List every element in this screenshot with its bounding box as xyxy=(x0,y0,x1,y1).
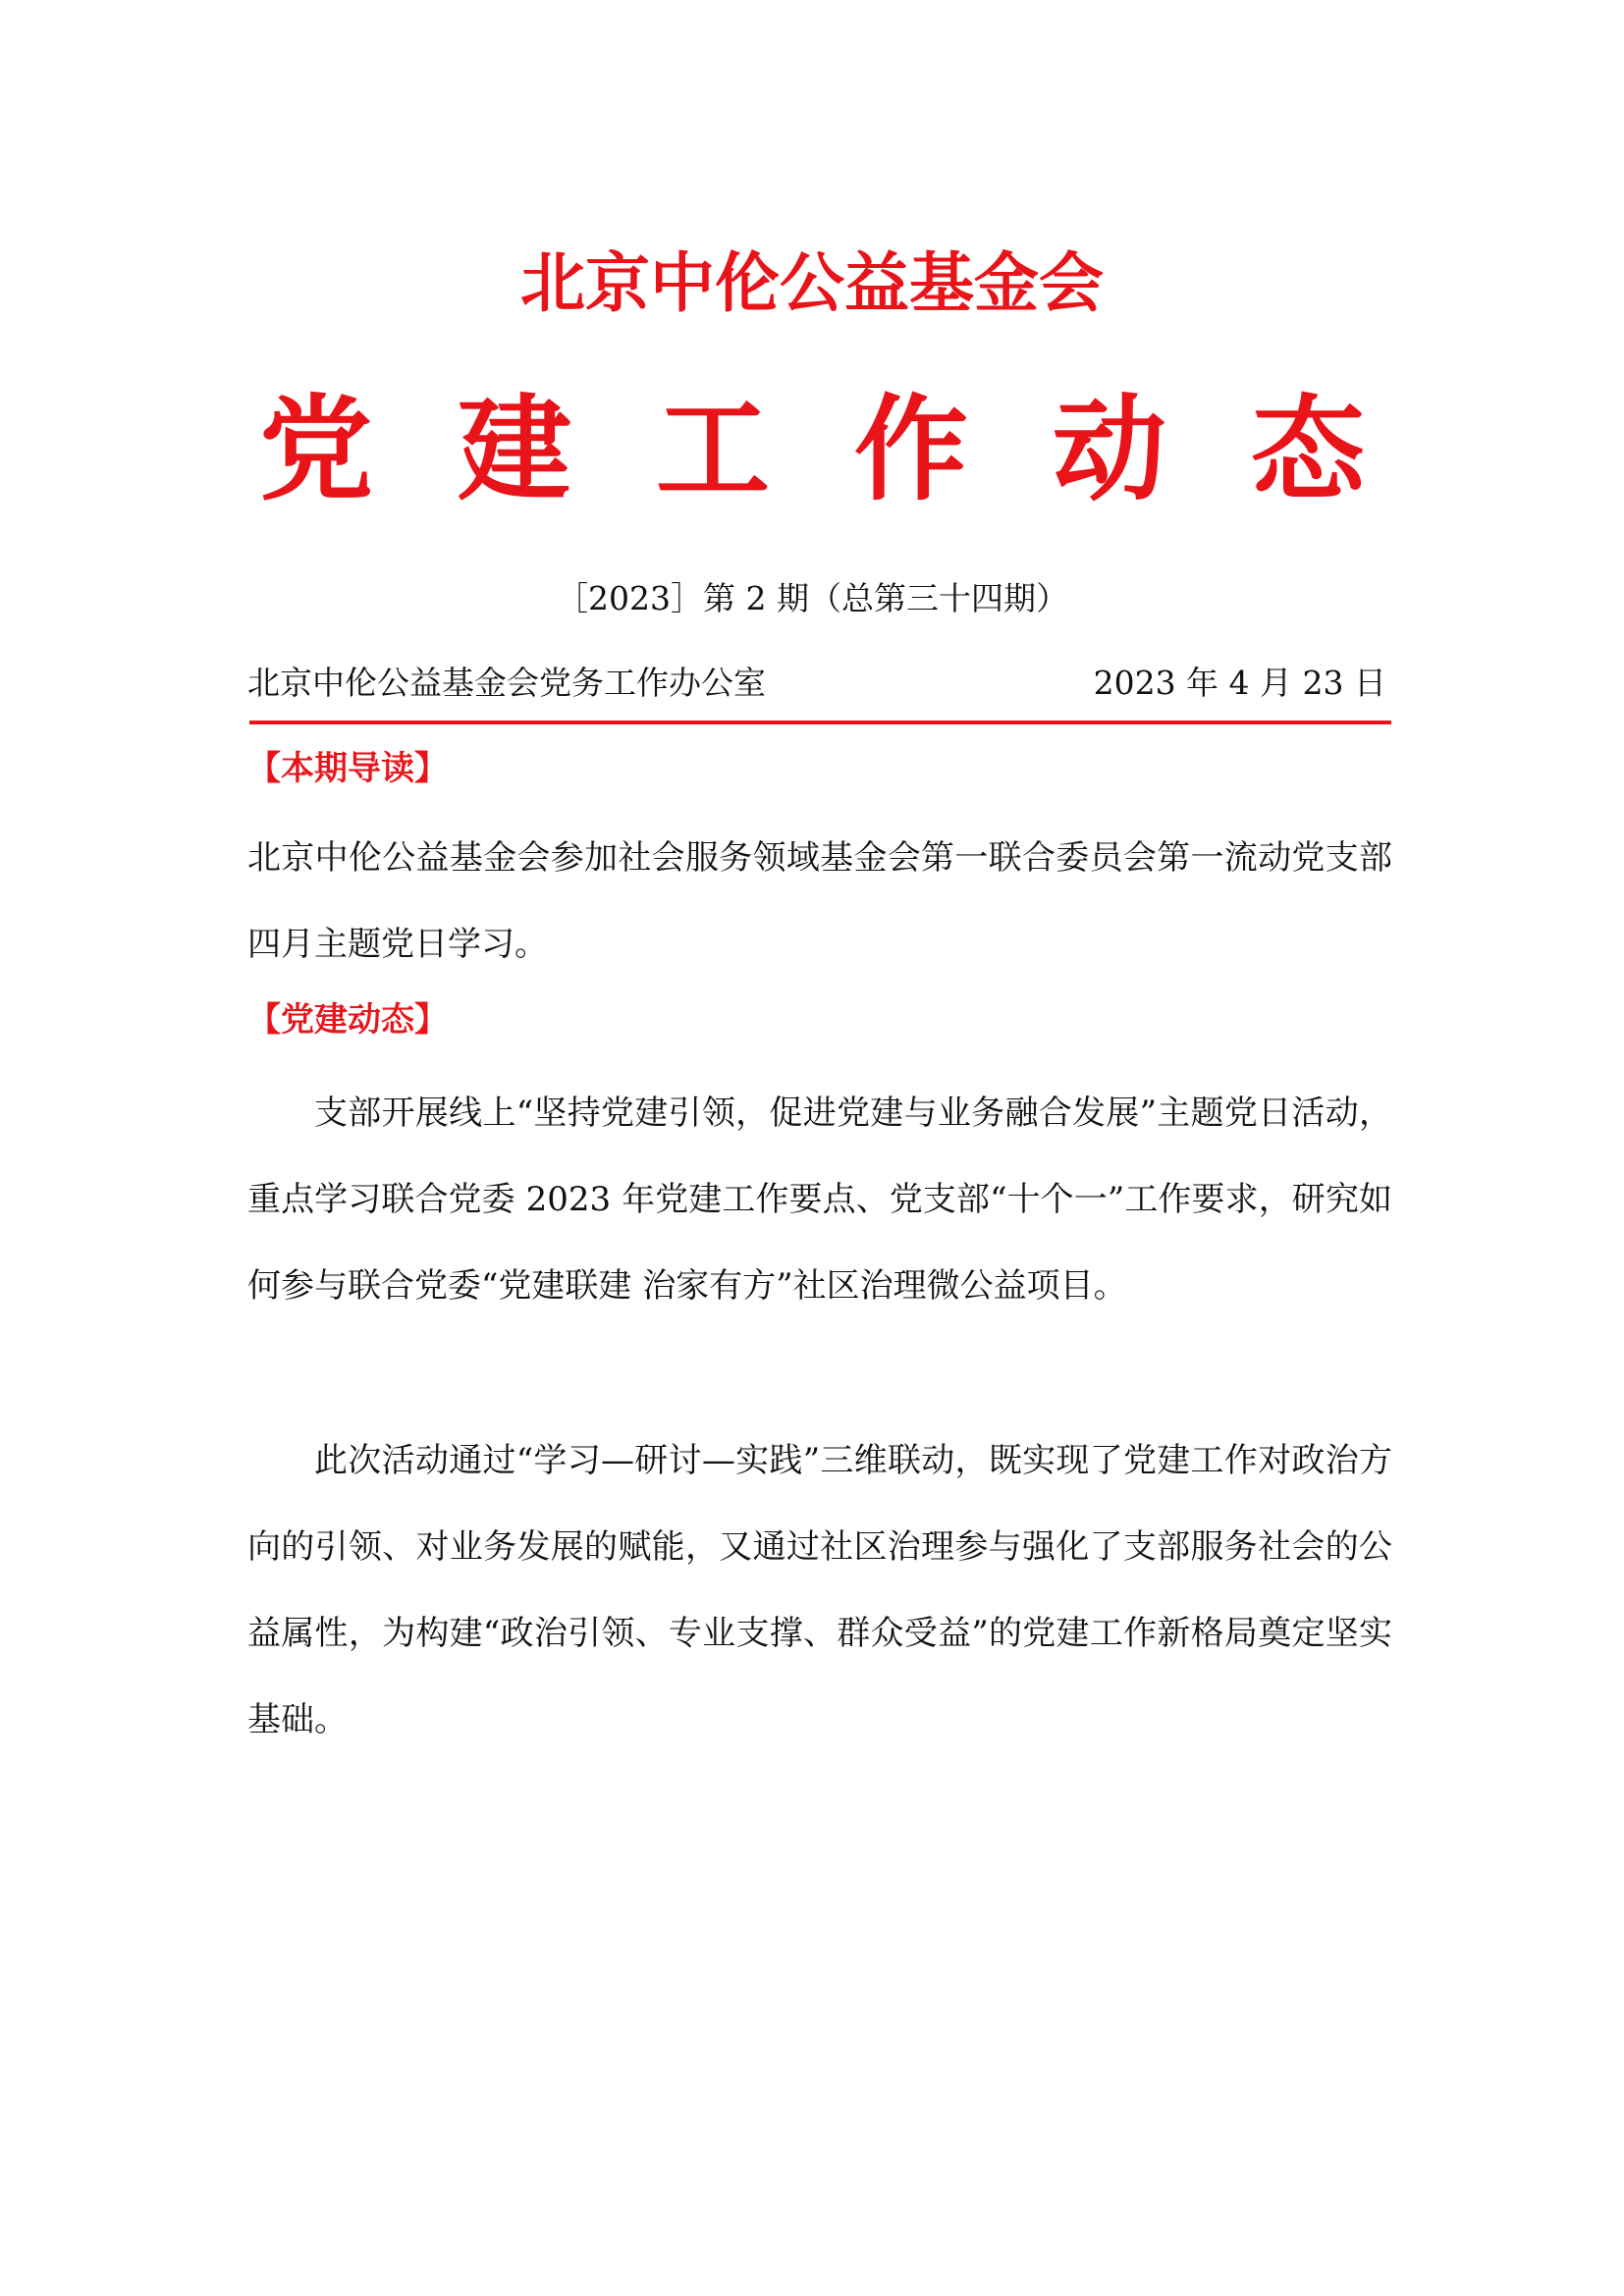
news-paragraph-1: 支部开展线上“坚持党建引领，促进党建与业务融合发展”主题党日活动，重点学习联合党委 2023 年党建工作要点、党支部“十个一”工作要求，研究如何参与联合党委“党建联建 治家有方”社区治理微公益项目。 xyxy=(247,1094,1392,1306)
org-title: 北京中伦公益基金会 xyxy=(520,244,1104,321)
issue-date: 2023 年 4 月 23 日 xyxy=(1093,664,1386,702)
intro-heading: 【本期导读】 xyxy=(247,749,448,788)
issuing-office: 北京中伦公益基金会党务工作办公室 xyxy=(247,664,766,702)
issue-number: ［2023］第 2 期（总第三十四期） xyxy=(556,579,1068,617)
intro-text: 北京中伦公益基金会参加社会服务领域基金会第一联合委员会第一流动党支部四月主题党日学习。 xyxy=(247,838,1392,964)
publication-title: 党建工作动态 xyxy=(259,383,1449,516)
news-paragraph-2: 此次活动通过“学习—研讨—实践”三维联动，既实现了党建工作对政治方向的引领、对业务发展的赋能，又通过社区治理参与强化了支部服务社会的公益属性，为构建“政治引领、专业支撑、群众受益”的党建工作新格局奠定坚实基础。 xyxy=(247,1441,1392,1739)
header-divider xyxy=(249,721,1391,724)
news-heading: 【党建动态】 xyxy=(247,1000,448,1040)
